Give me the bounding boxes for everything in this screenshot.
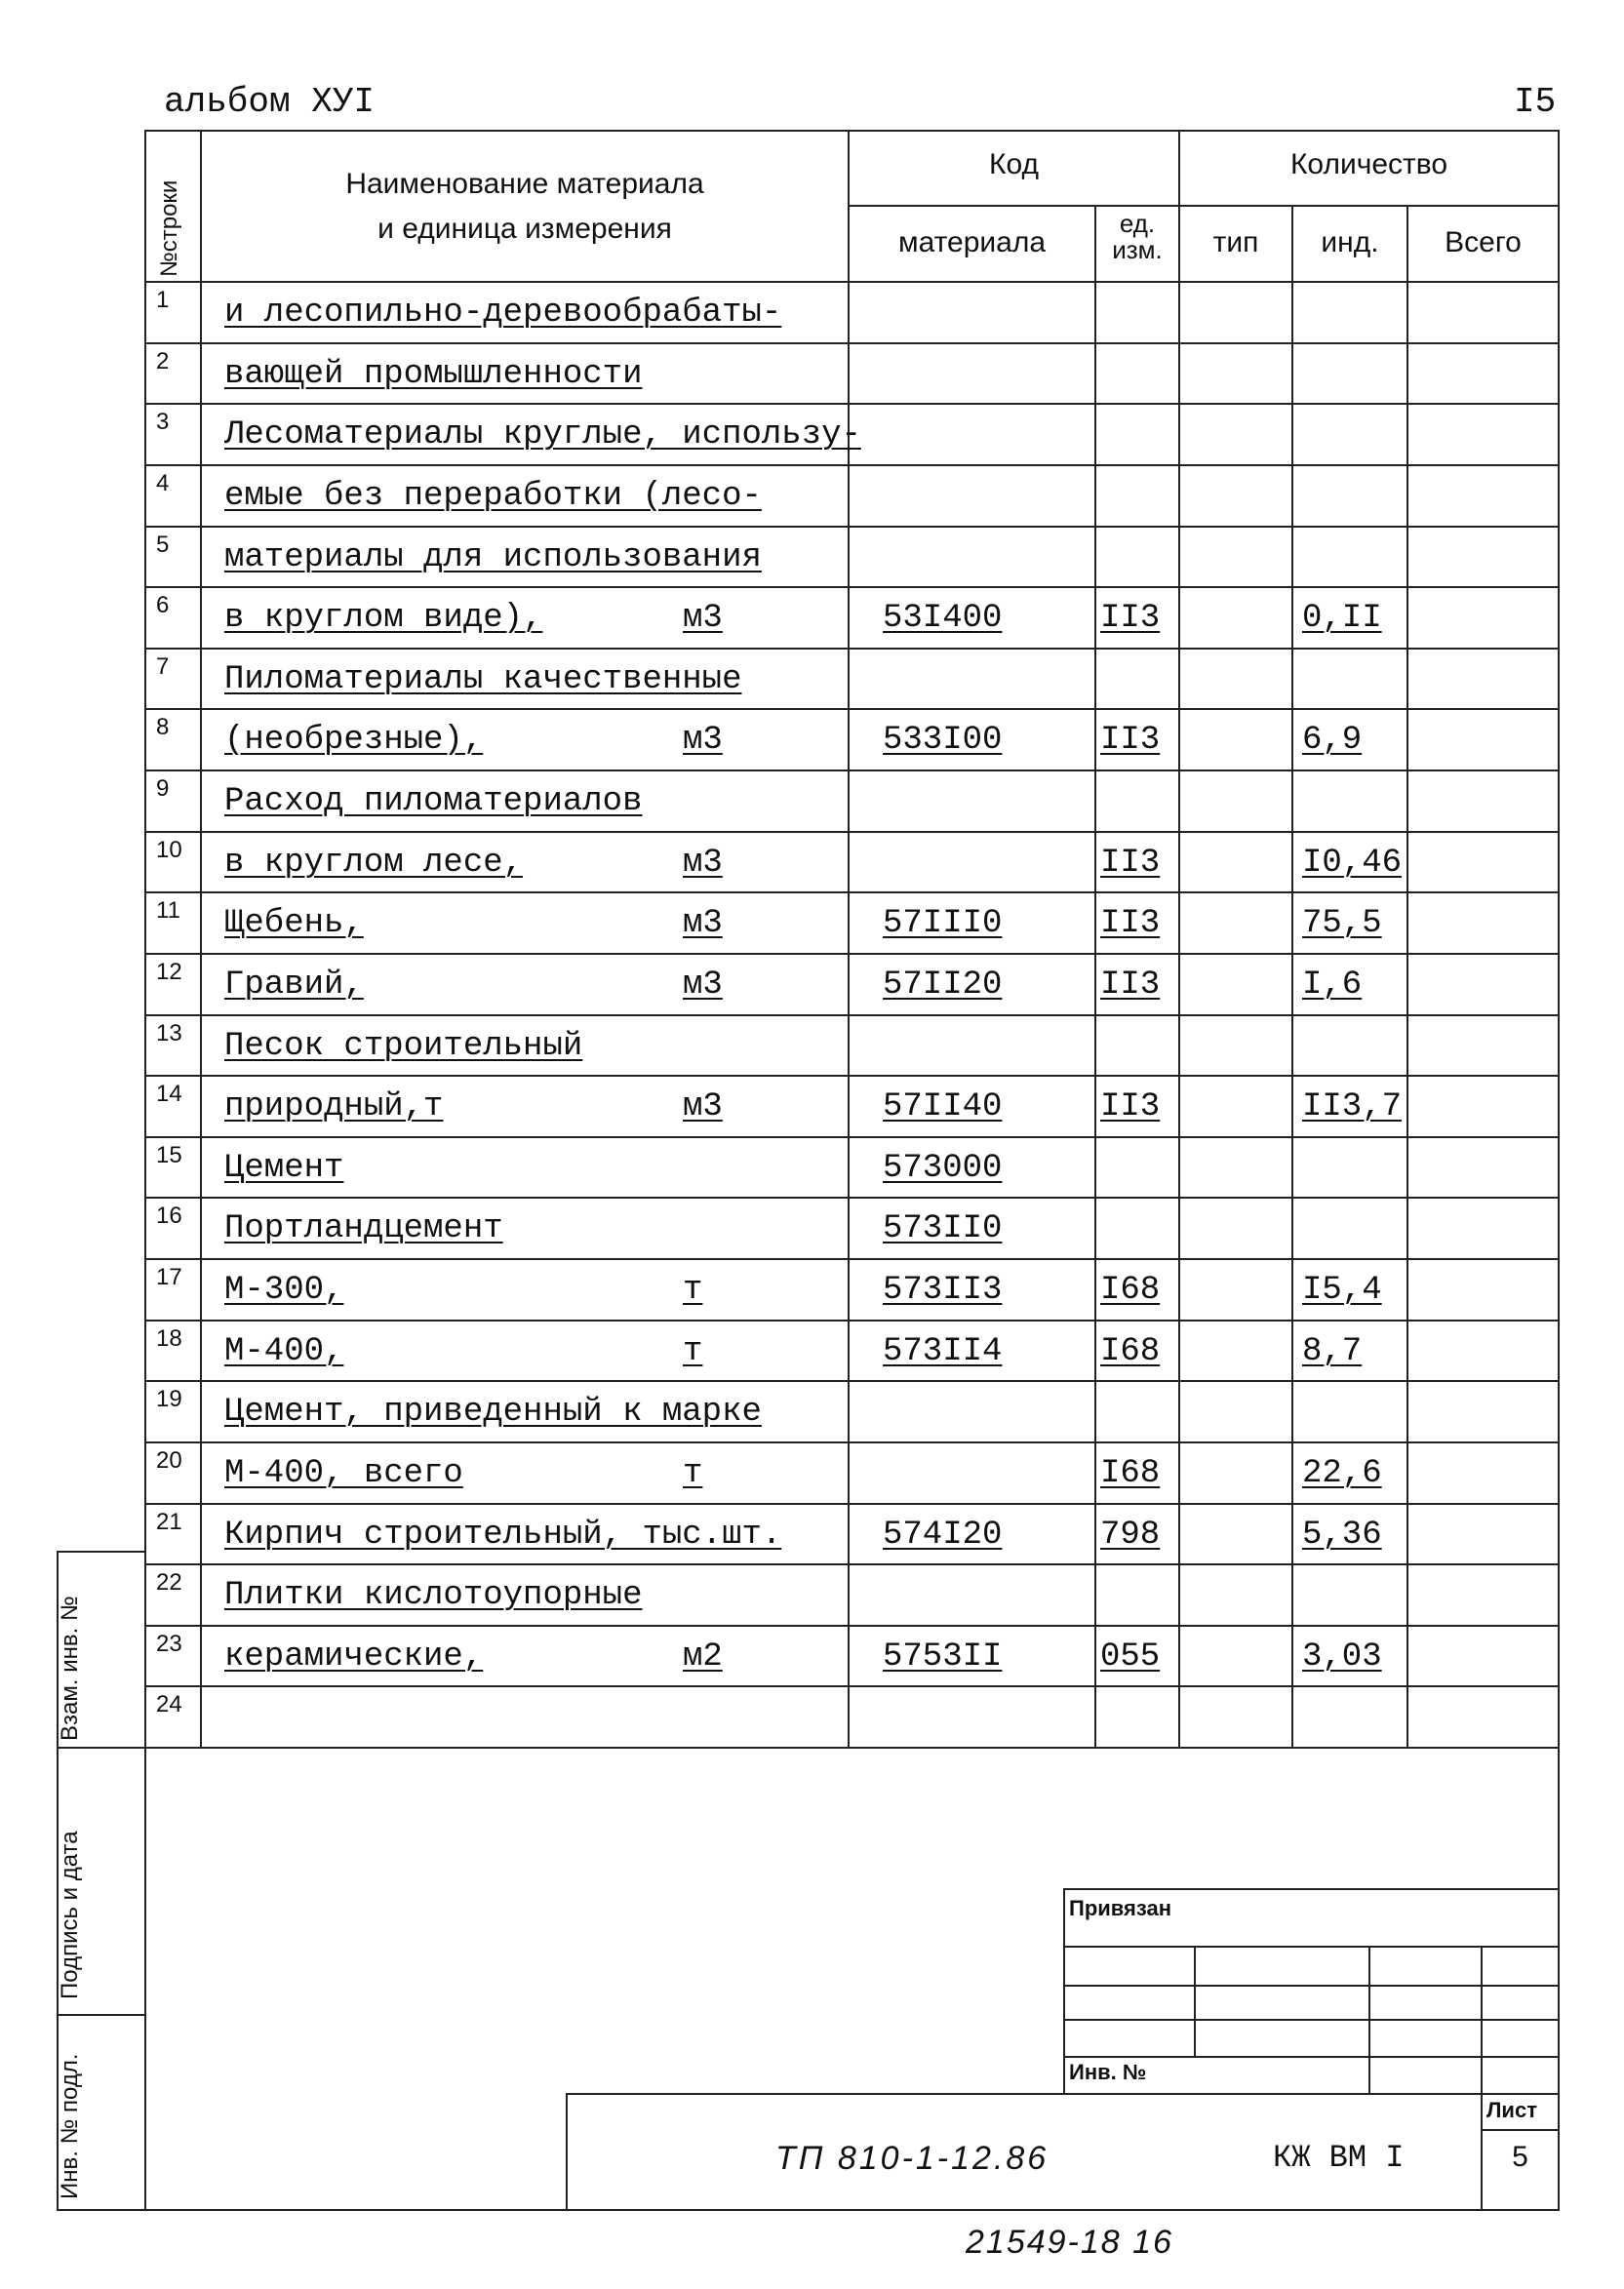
row-separator xyxy=(144,1136,1560,1138)
side-stamp-top xyxy=(57,1551,146,1553)
unit-code: II3 xyxy=(1100,967,1161,1004)
row-number: 15 xyxy=(156,1142,182,1168)
qty-ind: I,6 xyxy=(1302,967,1363,1004)
row-separator xyxy=(144,526,1560,528)
border-header-bottom xyxy=(144,281,1560,283)
tb-doc-code: ТП 810-1-12.86 xyxy=(775,2140,1050,2177)
row-separator xyxy=(144,1503,1560,1505)
qty-ind: 8,7 xyxy=(1302,1333,1363,1370)
row-number: 10 xyxy=(156,837,182,863)
material-code: 57II20 xyxy=(883,967,1003,1004)
page-bottom-border xyxy=(144,2209,1560,2211)
header-kod: Код xyxy=(988,148,1039,180)
material-name: в круглом лесе, xyxy=(224,845,524,882)
row-number: 5 xyxy=(156,532,170,558)
material-code: 5753II xyxy=(883,1638,1003,1676)
material-name: Лесоматериалы круглые, использу- xyxy=(224,416,861,454)
row-number: 16 xyxy=(156,1203,182,1229)
material-code: 57II40 xyxy=(883,1088,1003,1125)
header-q-total: Всего xyxy=(1445,226,1522,258)
row-separator xyxy=(144,1014,1560,1016)
material-name: Портландцемент xyxy=(224,1210,503,1247)
tb-list-number: 5 xyxy=(1512,2141,1528,2173)
header-kod-material: материала xyxy=(897,226,1047,258)
material-name: в круглом виде), xyxy=(224,600,543,637)
header-name-line1: Наименование материала xyxy=(345,168,704,200)
tb-line2 xyxy=(1063,1985,1560,1987)
unit-code: I68 xyxy=(1100,1272,1161,1309)
material-name: Пиломатериалы качественные xyxy=(224,661,742,698)
footer-handwritten-number: 21549-18 16 xyxy=(966,2224,1173,2261)
tb-main-top xyxy=(566,2093,1560,2095)
material-name: (необрезные), xyxy=(224,722,484,759)
row-number: 11 xyxy=(156,897,180,924)
material-unit: т xyxy=(683,1333,703,1370)
row-number: 22 xyxy=(156,1569,182,1596)
material-name: и лесопильно-деревообрабаты- xyxy=(224,295,782,332)
unit-code: 798 xyxy=(1100,1517,1161,1554)
material-name: М-400, xyxy=(224,1333,344,1370)
row-separator xyxy=(144,464,1560,466)
material-code: 573II3 xyxy=(883,1272,1003,1309)
material-name: Кирпич строительный, тыс.шт. xyxy=(224,1517,782,1554)
border-tip xyxy=(1291,205,1293,1747)
material-name: материалы для использования xyxy=(224,539,762,576)
row-separator xyxy=(144,831,1560,833)
material-name: Щебень, xyxy=(224,905,364,942)
row-separator xyxy=(144,1563,1560,1565)
unit-code: I68 xyxy=(1100,1333,1161,1370)
tb-line3 xyxy=(1063,2019,1560,2021)
border-left xyxy=(144,130,146,2211)
border-table-bottom xyxy=(144,1747,1560,1749)
tb-list-label: Лист xyxy=(1486,2098,1537,2122)
material-unit: м3 xyxy=(683,845,723,882)
side-stamp-inv-podl: Инв. № подл. xyxy=(57,2053,83,2199)
row-number: 2 xyxy=(156,348,170,375)
material-code: 573II4 xyxy=(883,1333,1003,1370)
header-rownum: №строки xyxy=(156,179,182,277)
unit-code: II3 xyxy=(1100,722,1161,759)
row-number: 13 xyxy=(156,1020,182,1046)
unit-code: II3 xyxy=(1100,1088,1161,1125)
row-number: 4 xyxy=(156,470,170,496)
album-label: альбом ХУI xyxy=(164,82,376,122)
border-top xyxy=(144,130,1560,132)
row-separator xyxy=(144,1380,1560,1382)
border-right xyxy=(1558,130,1560,2211)
row-separator xyxy=(144,953,1560,955)
material-name: емые без переработки (лесо- xyxy=(224,478,762,515)
qty-ind: I5,4 xyxy=(1302,1272,1382,1309)
tb-doc-mark: КЖ ВМ I xyxy=(1273,2140,1405,2176)
row-number: 23 xyxy=(156,1631,182,1657)
row-number: 7 xyxy=(156,653,170,680)
qty-ind: 5,36 xyxy=(1302,1517,1382,1554)
row-number: 19 xyxy=(156,1386,182,1412)
row-number: 17 xyxy=(156,1264,182,1290)
tb-line4 xyxy=(1063,2056,1560,2058)
unit-code: 055 xyxy=(1100,1638,1161,1676)
material-unit: м3 xyxy=(683,722,723,759)
material-code: 573000 xyxy=(883,1150,1003,1187)
row-separator xyxy=(144,1258,1560,1260)
row-number: 9 xyxy=(156,775,170,802)
tb-v1 xyxy=(1194,1946,1196,2056)
material-unit: м3 xyxy=(683,1088,723,1125)
tb-left xyxy=(1063,1888,1065,2093)
tb-main-left xyxy=(566,2093,568,2211)
side-stamp-div2 xyxy=(57,2014,146,2016)
material-code: 574I20 xyxy=(883,1517,1003,1554)
row-separator xyxy=(144,342,1560,344)
material-unit: т xyxy=(683,1272,703,1309)
qty-ind: 75,5 xyxy=(1302,905,1382,942)
tb-line1 xyxy=(1063,1946,1560,1948)
material-name: Плитки кислотоупорные xyxy=(224,1577,643,1614)
side-stamp-podpis: Подпись и дата xyxy=(57,1831,83,1999)
border-code xyxy=(1094,205,1096,1747)
row-number: 12 xyxy=(156,959,182,985)
row-separator xyxy=(144,586,1560,588)
row-separator xyxy=(144,1075,1560,1077)
row-number: 3 xyxy=(156,409,170,435)
header-kod-unit: ед. изм. xyxy=(1112,209,1163,264)
material-name: Расход пиломатериалов xyxy=(224,783,643,820)
material-unit: м3 xyxy=(683,600,723,637)
header-q-tip: тип xyxy=(1212,226,1259,258)
header-quantity: Количество xyxy=(1289,148,1448,180)
material-name: керамические, xyxy=(224,1638,484,1676)
material-code: 533I00 xyxy=(883,722,1003,759)
row-number: 6 xyxy=(156,592,170,618)
qty-ind: I0,46 xyxy=(1302,845,1403,882)
row-separator xyxy=(144,770,1560,771)
side-stamp-vzam: Взам. инв. № xyxy=(57,1596,83,1741)
material-code: 53I400 xyxy=(883,600,1003,637)
material-name: Гравий, xyxy=(224,967,364,1004)
tb-v2 xyxy=(1368,1946,1370,2093)
row-number: 8 xyxy=(156,714,170,740)
row-separator xyxy=(144,403,1560,405)
row-separator xyxy=(144,891,1560,893)
row-separator xyxy=(144,1685,1560,1687)
qty-ind: 22,6 xyxy=(1302,1455,1382,1492)
material-name: М-300, xyxy=(224,1272,344,1309)
border-header-mid xyxy=(848,205,1560,207)
row-separator xyxy=(144,648,1560,650)
qty-ind: 3,03 xyxy=(1302,1638,1382,1676)
qty-ind: II3,7 xyxy=(1302,1088,1403,1125)
material-unit: т xyxy=(683,1455,703,1492)
row-number: 14 xyxy=(156,1081,182,1107)
material-name: Цемент, приведенный к марке xyxy=(224,1394,762,1431)
header-q-ind: инд. xyxy=(1321,226,1379,258)
material-name: природный,т xyxy=(224,1088,444,1125)
row-number: 24 xyxy=(156,1691,182,1717)
side-stamp-bottom xyxy=(57,2209,146,2211)
tb-privyazan: Привязан xyxy=(1069,1896,1172,1920)
row-separator xyxy=(144,1197,1560,1199)
tb-list-div xyxy=(1481,2129,1560,2131)
unit-code: II3 xyxy=(1100,905,1161,942)
material-unit: м3 xyxy=(683,967,723,1004)
side-stamp-div1 xyxy=(57,1747,146,1749)
row-separator xyxy=(144,1625,1560,1627)
material-name: Цемент xyxy=(224,1150,344,1187)
row-number: 18 xyxy=(156,1325,182,1352)
tb-top xyxy=(1063,1888,1560,1890)
row-separator xyxy=(144,1320,1560,1322)
material-name: М-400, всего xyxy=(224,1455,463,1492)
header-name-line2: и единица измерения xyxy=(377,213,672,245)
row-number: 20 xyxy=(156,1447,182,1474)
unit-code: II3 xyxy=(1100,845,1161,882)
qty-ind: 6,9 xyxy=(1302,722,1363,759)
material-code: 57III0 xyxy=(883,905,1003,942)
material-unit: м3 xyxy=(683,905,723,942)
unit-code: II3 xyxy=(1100,600,1161,637)
material-name: Песок строительный xyxy=(224,1028,583,1065)
row-separator xyxy=(144,1441,1560,1443)
border-ind xyxy=(1406,205,1408,1747)
unit-code: I68 xyxy=(1100,1455,1161,1492)
material-unit: м2 xyxy=(683,1638,723,1676)
row-number: 1 xyxy=(156,287,170,313)
row-separator xyxy=(144,708,1560,710)
row-number: 21 xyxy=(156,1509,182,1535)
tb-inv-no: Инв. № xyxy=(1069,2060,1147,2084)
material-code: 573II0 xyxy=(883,1210,1003,1247)
material-name: вающей промышленности xyxy=(224,356,643,393)
qty-ind: 0,II xyxy=(1302,600,1382,637)
page-number: I5 xyxy=(1514,82,1557,122)
